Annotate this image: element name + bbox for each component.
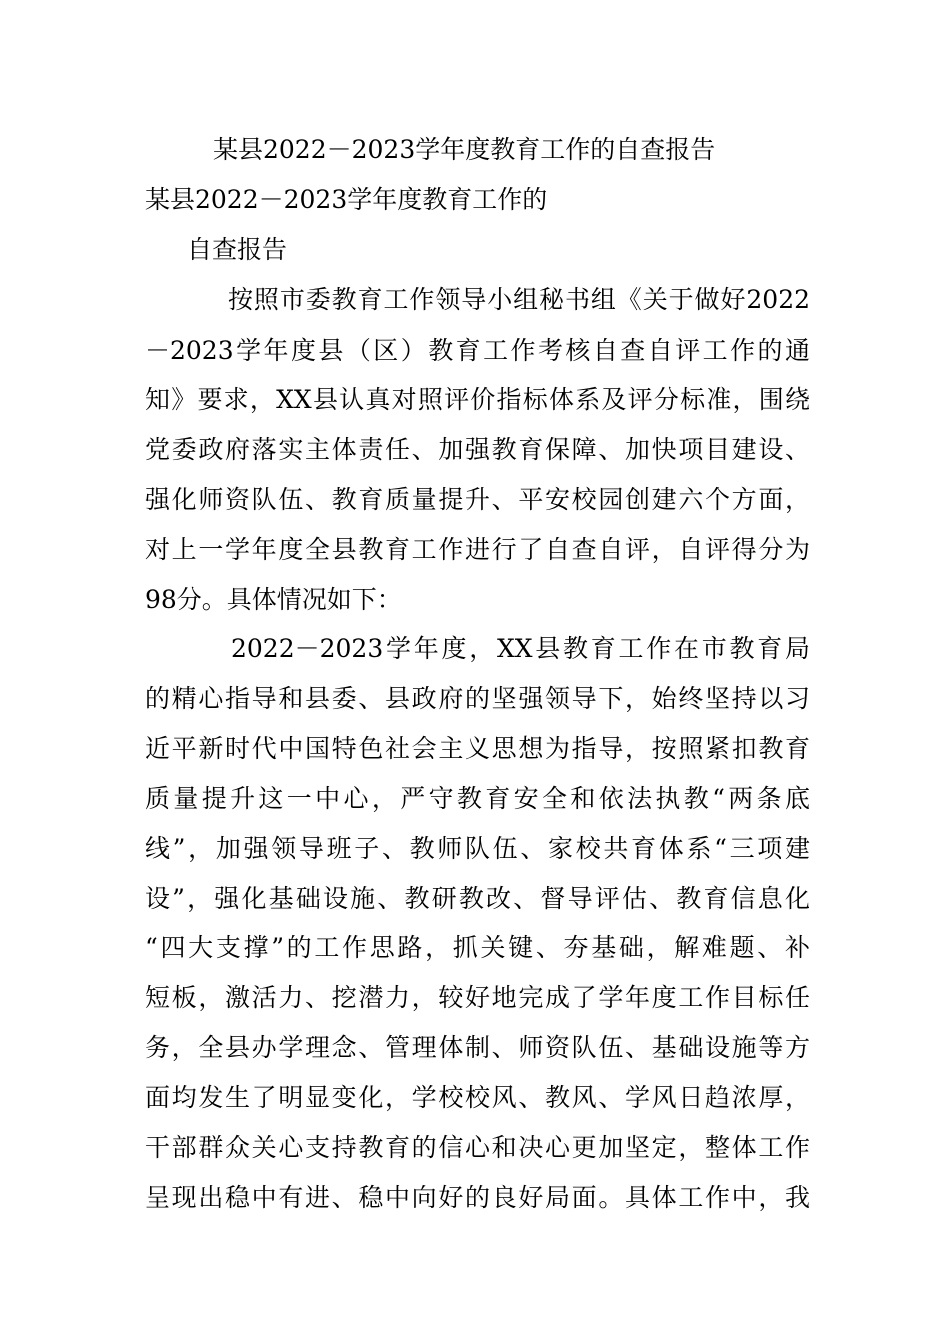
paragraph-line: －2023学年度县（区）教育工作考核自查自评工作的通 (145, 336, 810, 365)
subtitle-line-1: 某县2022－2023学年度教育工作的 (145, 185, 548, 214)
paragraph-line: 按照市委教育工作领导小组秘书组《关于做好2022 (228, 285, 810, 314)
paragraph-line: 设”，强化基础设施、教研教改、督导评估、教育信息化 (145, 884, 810, 913)
paragraph-line: 质量提升这一中心，严守教育安全和依法执教“两条底 (145, 784, 810, 813)
document-title: 某县2022－2023学年度教育工作的自查报告 (213, 135, 716, 164)
paragraph-line: 近平新时代中国特色社会主义思想为指导，按照紧扣教育 (145, 734, 810, 763)
paragraph-line: 面均发生了明显变化，学校校风、教风、学风日趋浓厚， (145, 1083, 810, 1112)
paragraph-line: 98分。具体情况如下： (145, 585, 402, 614)
paragraph-line: 务，全县办学理念、管理体制、师资队伍、基础设施等方 (145, 1033, 810, 1062)
paragraph-line: 强化师资队伍、教育质量提升、平安校园创建六个方面， (145, 485, 810, 514)
paragraph-line: 的精心指导和县委、县政府的坚强领导下，始终坚持以习 (145, 684, 810, 713)
paragraph-line: 党委政府落实主体责任、加强教育保障、加快项目建设、 (145, 435, 810, 464)
paragraph-line: 对上一学年度全县教育工作进行了自查自评，自评得分为 (145, 535, 810, 564)
paragraph-line: 干部群众关心支持教育的信心和决心更加坚定，整体工作 (145, 1133, 810, 1162)
paragraph-line: 知》要求，XX县认真对照评价指标体系及评分标准，围绕 (145, 385, 810, 414)
paragraph-line: 线”，加强领导班子、教师队伍、家校共育体系“三项建 (145, 834, 810, 863)
paragraph-line: “四大支撑”的工作思路，抓关键、夯基础，解难题、补 (145, 933, 810, 962)
paragraph-line: 短板，激活力、挖潜力，较好地完成了学年度工作目标任 (145, 983, 810, 1012)
subtitle-line-2: 自查报告 (187, 235, 288, 264)
paragraph-line: 呈现出稳中有进、稳中向好的良好局面。具体工作中，我 (145, 1183, 810, 1212)
paragraph-line: 2022－2023学年度，XX县教育工作在市教育局 (231, 634, 810, 663)
